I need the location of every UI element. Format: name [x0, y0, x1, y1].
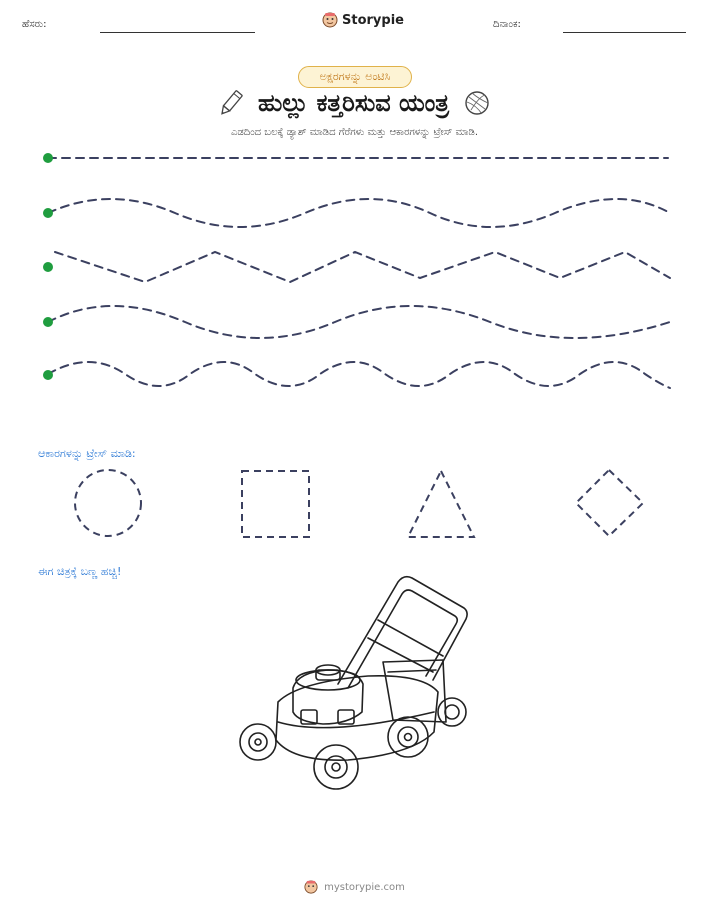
trace-shape-square[interactable] [242, 471, 309, 537]
trace-line-wave-2[interactable] [48, 306, 670, 338]
yarn-ball-icon [463, 89, 491, 117]
page-title: ಹುಲ್ಲು ಕತ್ತರಿಸುವ ಯಂತ್ರ [257, 89, 450, 117]
lawn-mower-illustration [238, 572, 470, 794]
date-field[interactable] [563, 32, 686, 33]
pencil-icon [218, 88, 244, 118]
footer-url[interactable]: mystorypie.com [324, 881, 405, 893]
trace-shape-circle[interactable] [75, 470, 141, 536]
start-dot-5 [43, 370, 53, 380]
brand-name: Storypie [342, 12, 404, 28]
title-row [0, 88, 709, 118]
topic-badge: ಅಕ್ಷರಗಳನ್ನು ಅಂಟಿಸಿ [298, 66, 412, 88]
name-field[interactable] [100, 32, 255, 33]
footer [0, 880, 709, 894]
name-label: ಹೆಸರು: [22, 19, 47, 30]
color-section-label: ಈಗ ಚಿತ್ರಕ್ಕೆ ಬಣ್ಣ ಹಚ್ಚಿ! [38, 565, 122, 578]
trace-line-wave-3[interactable] [48, 362, 670, 388]
trace-shape-triangle[interactable] [408, 471, 474, 537]
start-dot-3 [43, 262, 53, 272]
trace-shapes [0, 465, 709, 545]
storypie-mascot-icon [322, 12, 338, 28]
brand-logo [322, 12, 404, 28]
trace-shape-diamond[interactable] [576, 470, 643, 536]
tracing-lines [0, 140, 709, 400]
date-label: ದಿನಾಂಕ: [493, 19, 521, 30]
instructions: ಎಡದಿಂದ ಬಲಕ್ಕೆ ಡ್ಯಾಶ್ ಮಾಡಿದ ಗೆರೆಗಳು ಮತ್ತು ಆಕಾರಗಳನ್ನು ಟ್ರೇಸ್ ಮಾಡಿ. [230, 127, 479, 138]
start-dot-2 [43, 208, 53, 218]
start-dot-1 [43, 153, 53, 163]
trace-line-wave-1[interactable] [48, 199, 670, 227]
shapes-section-label: ಆಕಾರಗಳನ್ನು ಟ್ರೇಸ್ ಮಾಡಿ: [38, 447, 136, 460]
storypie-mascot-icon [304, 880, 318, 894]
trace-line-zigzag[interactable] [55, 252, 670, 282]
start-dot-4 [43, 317, 53, 327]
